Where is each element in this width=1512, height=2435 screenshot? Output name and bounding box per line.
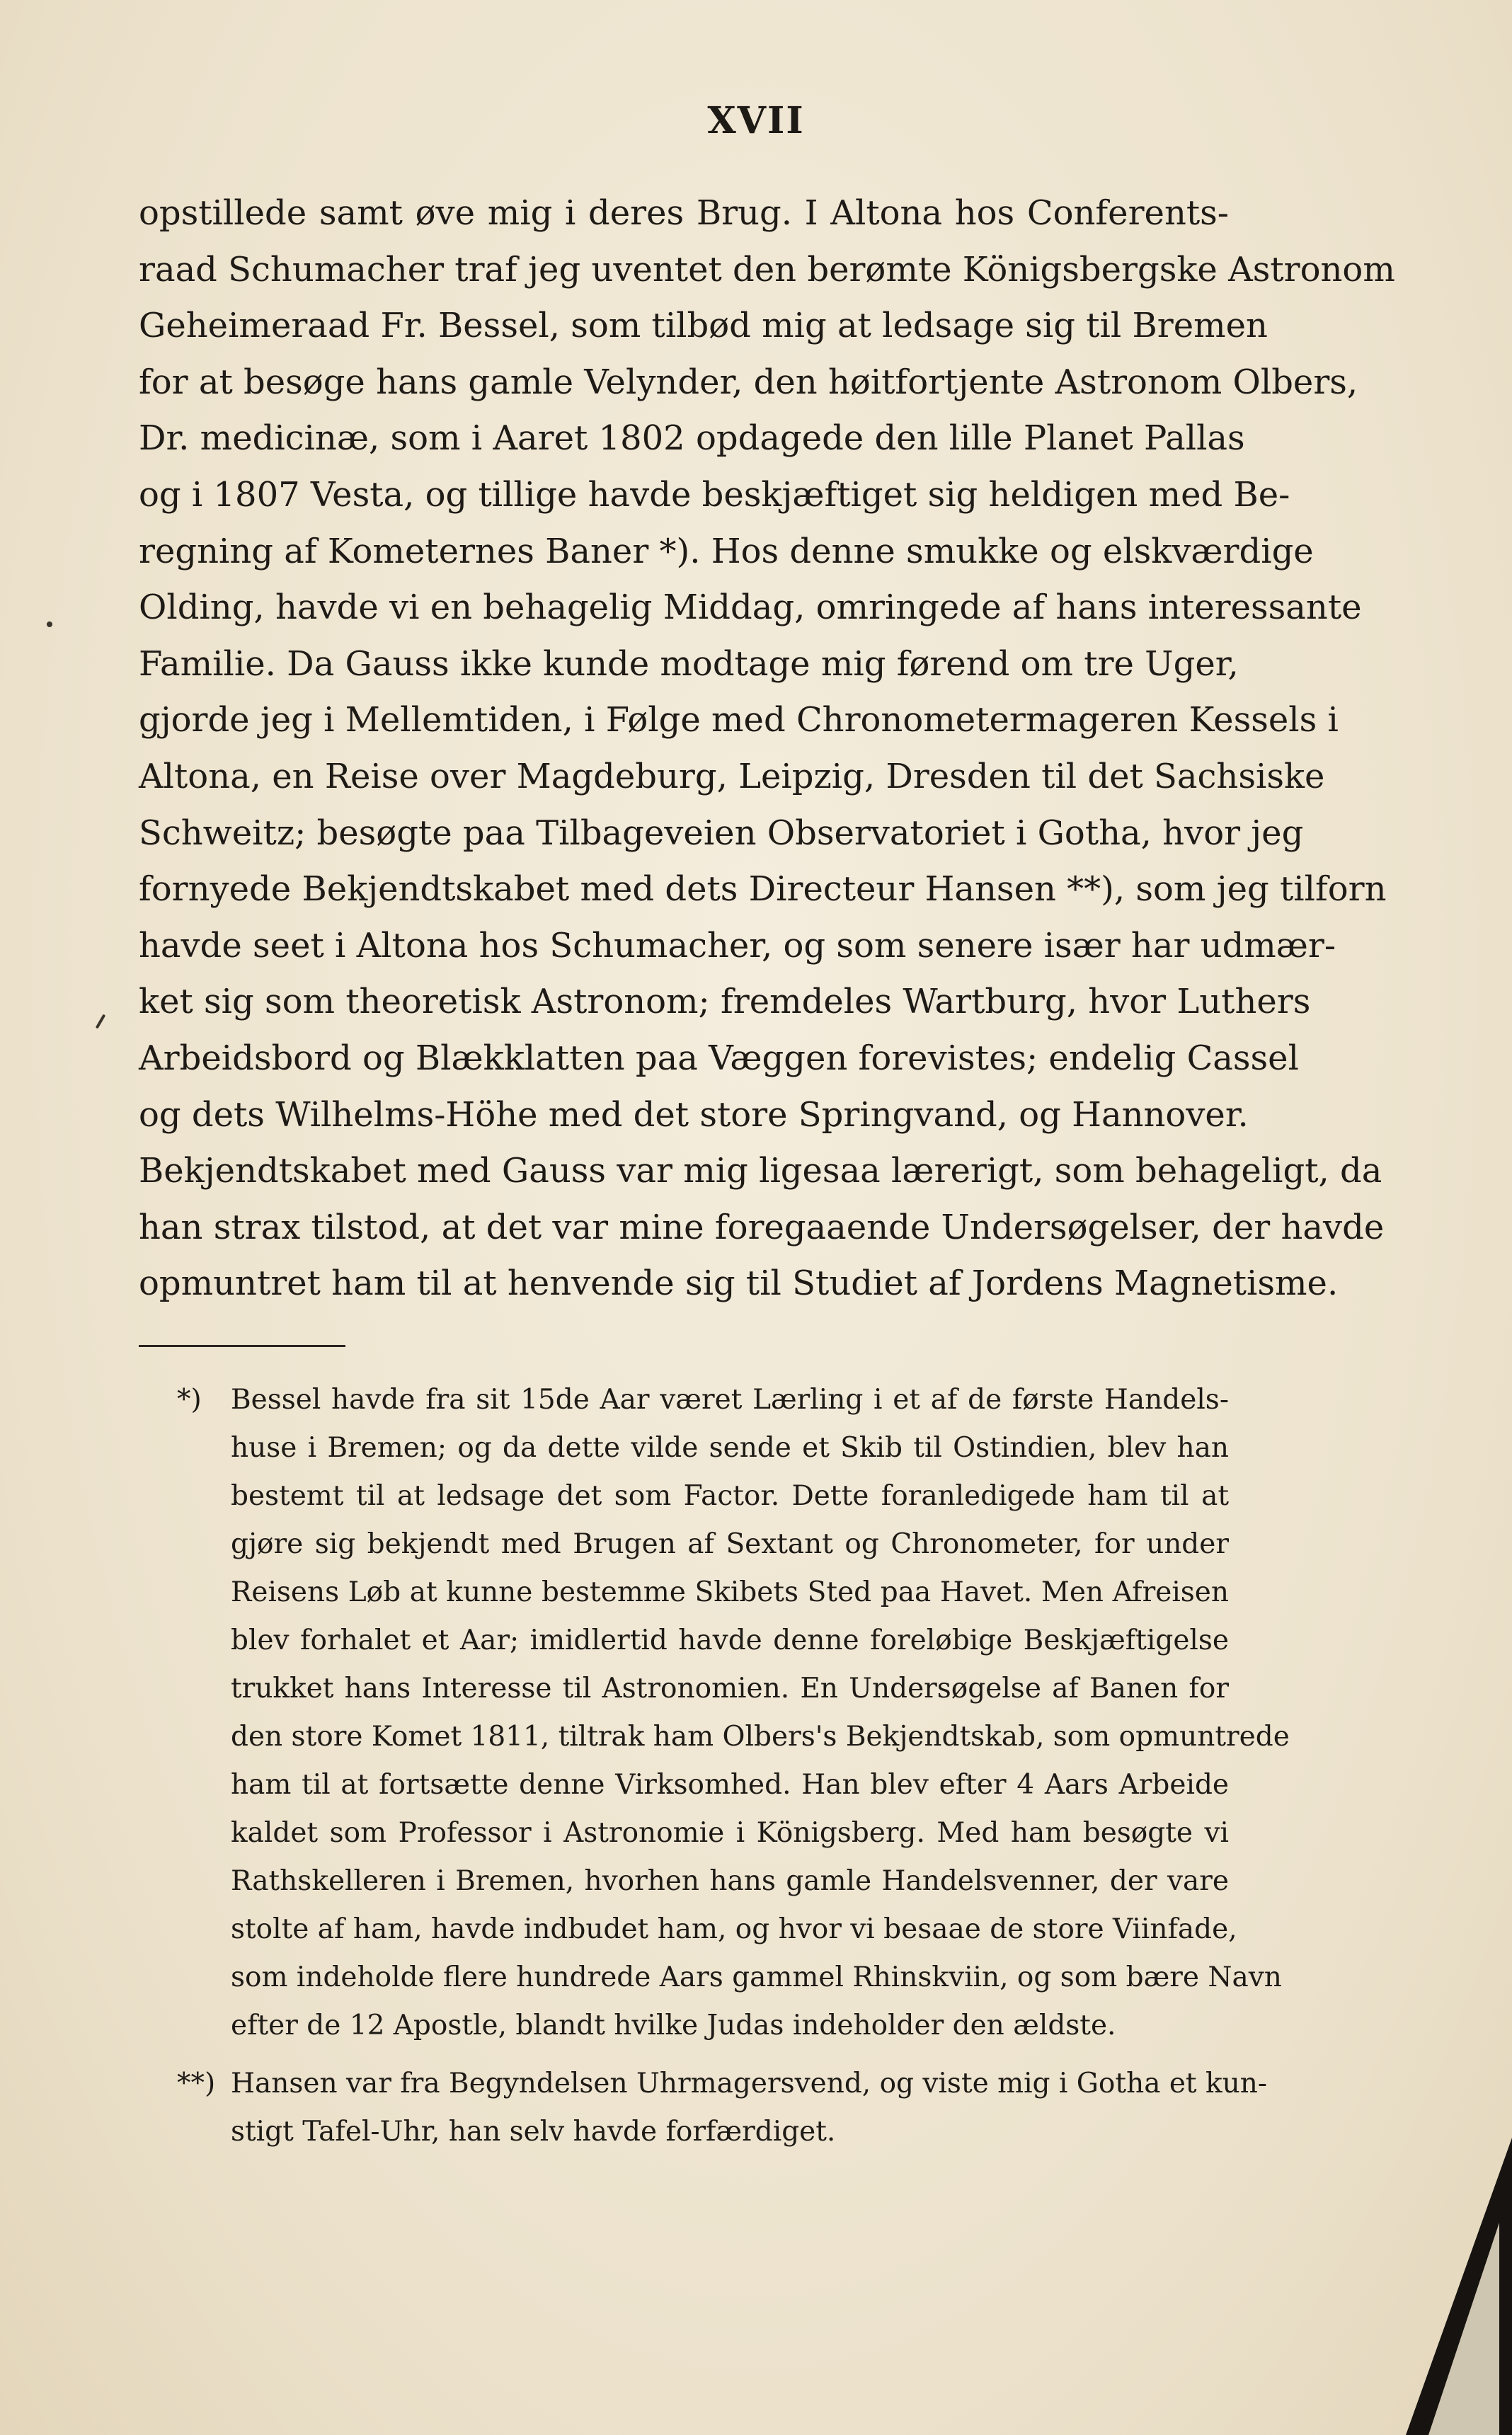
main-text-line: han strax tilstod, at det var mine foregaaende Undersøgelser, der havde	[139, 1207, 1385, 1247]
footnote-line: Reisens Løb at kunne bestemme Skibets Sted paa Havet. Men Afreisen	[231, 1576, 1229, 1608]
footnote-line: efter de 12 Apostle, blandt hvilke Judas indeholder den ældste.	[231, 2010, 1116, 2041]
paper-speck	[96, 1014, 105, 1029]
main-text-line: fornyede Bekjendtskabet med dets Directeur Hansen **), som jeg tilforn	[139, 869, 1387, 910]
footnote-line: gjøre sig bekjendt med Brugen af Sextant og Chronometer, for under	[231, 1528, 1229, 1560]
paper-speck	[47, 621, 52, 627]
footnote-bessel	[177, 1376, 1290, 2050]
footnote-line: bestemt til at ledsage det som Factor. Dette foranledigede ham til at	[231, 1480, 1229, 1512]
footnote-line: Hansen var fra Begyndelsen Uhrmagersvend, og viste mig i Gotha et kun-	[231, 2068, 1268, 2099]
main-text-line: gjorde jeg i Mellemtiden, i Følge med Chronometermageren Kessels i	[139, 700, 1339, 740]
footnote-line: kaldet som Professor i Astronomie i Königsberg. Med ham besøgte vi	[231, 1817, 1229, 1849]
main-text-line: raad Schumacher traf jeg uventet den berømte Königsbergske Astronom	[139, 249, 1395, 290]
footnote-line: den store Komet 1811, tiltrak ham Olbers's Bekjendtskab, som opmuntrede	[231, 1721, 1290, 1753]
main-text-line: Altona, en Reise over Magdeburg, Leipzig, Dresden til det Sachsiske	[139, 756, 1325, 796]
main-text-line: Schweitz; besøgte paa Tilbageveien Observatoriet i Gotha, hvor jeg	[139, 813, 1304, 853]
main-text-line: og i 1807 Vesta, og tillige havde beskjæftiget sig heldigen med Be-	[139, 474, 1290, 515]
page-corner-shadow	[1428, 2223, 1499, 2435]
main-text-line: for at besøge hans gamle Velynder, den høitfortjente Astronom Olbers,	[139, 362, 1358, 402]
main-text-line: Familie. Da Gauss ikke kunde modtage mig førend om tre Uger,	[139, 643, 1239, 684]
footnote-line: Bessel havde fra sit 15de Aar været Lærling i et af de første Handels-	[231, 1384, 1229, 1416]
main-text-line: ket sig som theoretisk Astronom; fremdeles Wartburg, hvor Luthers	[139, 982, 1311, 1022]
main-text-line: opstillede samt øve mig i deres Brug. I Altona hos Conferents-	[139, 193, 1229, 233]
main-text-line: Arbeidsbord og Blækklatten paa Væggen forevistes; endelig Cassel	[139, 1038, 1299, 1078]
main-text-line: opmuntret ham til at henvende sig til Studiet af Jordens Magnetisme.	[139, 1264, 1339, 1304]
main-text	[139, 185, 1395, 1312]
footnote-line: trukket hans Interesse til Astronomien. En Undersøgelse af Banen for	[231, 1673, 1229, 1704]
main-text-line: Bekjendtskabet med Gauss var mig ligesaa lærerigt, som behageligt, da	[139, 1151, 1382, 1191]
footnote-line: blev forhalet et Aar; imidlertid havde denne foreløbige Beskjæftigelse	[231, 1625, 1229, 1656]
footnote-line: som indeholde flere hundrede Aars gammel Rhinskviin, og som bære Navn	[231, 1961, 1282, 1993]
main-text-line: havde seet i Altona hos Schumacher, og som senere især har udmær-	[139, 925, 1336, 966]
main-text-line: Geheimeraad Fr. Bessel, som tilbød mig at ledsage sig til Bremen	[139, 306, 1268, 346]
footnote-hansen	[177, 2060, 1268, 2156]
footnote-line: Rathskelleren i Bremen, hvorhen hans gamle Handelsvenner, der vare	[231, 1865, 1229, 1897]
page-number: XVII	[707, 99, 805, 142]
main-text-line: Dr. medicinæ, som i Aaret 1802 opdagede den lille Planet Pallas	[139, 418, 1245, 459]
main-text-line: regning af Kometernes Baner *). Hos denne smukke og elskværdige	[139, 531, 1314, 571]
main-text-line: Olding, havde vi en behagelig Middag, omringede af hans interessante	[139, 588, 1362, 628]
footnote-marker: *)	[177, 1384, 202, 1416]
footnote-line: huse i Bremen; og da dette vilde sende et Skib til Ostindien, blev han	[231, 1432, 1229, 1464]
footnote-line: stigt Tafel-Uhr, han selv havde forfærdiget.	[231, 2116, 836, 2148]
footnote-line: stolte af ham, havde indbudet ham, og hvor vi besaae de store Viinfade,	[231, 1913, 1237, 1945]
footnote-marker: **)	[177, 2068, 216, 2099]
footnote-line: ham til at fortsætte denne Virksomhed. Han blev efter 4 Aars Arbeide	[231, 1769, 1229, 1801]
footnote-separator-rule	[139, 1345, 345, 1347]
main-text-line: og dets Wilhelms-Höhe med det store Springvand, og Hannover.	[139, 1094, 1249, 1135]
